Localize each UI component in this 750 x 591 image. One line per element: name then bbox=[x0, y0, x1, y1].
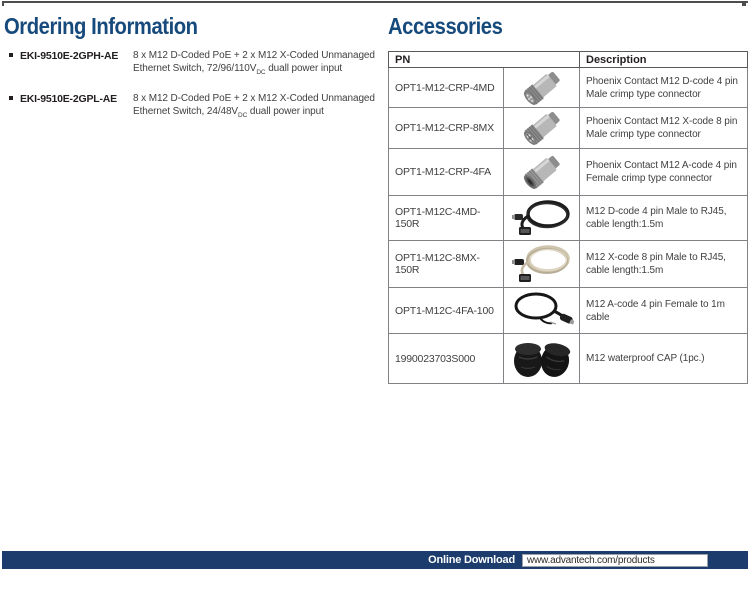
description-text: duall power input bbox=[265, 63, 343, 74]
ordering-item-description bbox=[133, 92, 381, 122]
photo-cell bbox=[504, 196, 580, 241]
m12-d-code-male-crimp-connector-photo bbox=[505, 70, 578, 106]
description-text: 8 x M12 D-Coded PoE + 2 x M12 X-Coded Unmanaged Ethernet Switch, 24/48V bbox=[133, 93, 375, 117]
online-download-footer-bar bbox=[2, 551, 748, 569]
description-cell: Phoenix Contact M12 X-code 8 pin Male crimp type connector bbox=[580, 108, 748, 149]
description-cell: M12 waterproof CAP (1pc.) bbox=[580, 334, 748, 384]
pn-cell: OPT1-M12C-8MX-150R bbox=[389, 241, 504, 288]
top-divider-rule bbox=[2, 1, 748, 3]
photo-cell bbox=[504, 68, 580, 108]
download-url-box bbox=[522, 554, 708, 567]
pn-cell: OPT1-M12-CRP-4MD bbox=[389, 68, 504, 108]
m12-x-code-male-crimp-connector-photo bbox=[505, 110, 578, 146]
ordering-item bbox=[4, 92, 382, 122]
photo-cell bbox=[504, 241, 580, 288]
accessory-row bbox=[389, 241, 748, 288]
accessories-header-row bbox=[389, 52, 748, 68]
photo-cell bbox=[504, 108, 580, 149]
bullet-square-icon bbox=[9, 96, 13, 100]
pn-cell: OPT1-M12-CRP-4FA bbox=[389, 149, 504, 196]
description-cell: M12 X-code 8 pin Male to RJ45, cable length:1.5m bbox=[580, 241, 748, 288]
description-cell: Phoenix Contact M12 A-code 4 pin Female crimp type connector bbox=[580, 149, 748, 196]
description-cell: M12 D-code 4 pin Male to RJ45, cable length:1.5m bbox=[580, 196, 748, 241]
ordering-item bbox=[4, 49, 382, 79]
bullet-square-icon bbox=[9, 53, 13, 57]
top-divider-tick-right bbox=[742, 1, 746, 6]
m12-a-code-female-crimp-connector-photo bbox=[505, 153, 578, 191]
description-text: 8 x M12 D-Coded PoE + 2 x M12 X-Coded Unmanaged Ethernet Switch, 72/96/110V bbox=[133, 50, 375, 74]
ordering-information-title: Ordering Information bbox=[4, 13, 198, 39]
accessory-row bbox=[389, 196, 748, 241]
ordering-items-list bbox=[4, 49, 382, 122]
description-column-header: Description bbox=[580, 52, 748, 68]
black-looped-cable-photo bbox=[505, 291, 578, 331]
pn-column-header: PN bbox=[389, 52, 580, 68]
photo-cell bbox=[504, 288, 580, 334]
top-divider-tick-left bbox=[2, 1, 4, 6]
accessory-row bbox=[389, 149, 748, 196]
ordering-information-section bbox=[4, 13, 382, 135]
m12-waterproof-caps-photo bbox=[505, 337, 578, 381]
pn-cell: OPT1-M12-CRP-8MX bbox=[389, 108, 504, 149]
accessory-row bbox=[389, 68, 748, 108]
accessories-title: Accessories bbox=[388, 13, 503, 39]
online-download-label: Online Download bbox=[428, 554, 515, 566]
pn-cell: OPT1-M12C-4MD-150R bbox=[389, 196, 504, 241]
accessory-row bbox=[389, 334, 748, 384]
description-text: duall power input bbox=[247, 106, 324, 117]
accessory-row bbox=[389, 288, 748, 334]
dc-subscript: DC bbox=[238, 112, 248, 119]
beige-coiled-cable-rj45-photo bbox=[505, 243, 578, 285]
pn-cell: 1990023703S000 bbox=[389, 334, 504, 384]
accessories-table bbox=[388, 51, 748, 384]
photo-cell bbox=[504, 149, 580, 196]
ordering-item-model: EKI-9510E-2GPL-AE bbox=[20, 92, 117, 105]
dc-subscript: DC bbox=[256, 69, 266, 76]
description-cell: M12 A-code 4 pin Female to 1m cable bbox=[580, 288, 748, 334]
ordering-item-description bbox=[133, 49, 381, 79]
pn-cell: OPT1-M12C-4FA-100 bbox=[389, 288, 504, 334]
download-url-link[interactable]: www.advantech.com/products bbox=[527, 554, 655, 566]
ordering-item-model: EKI-9510E-2GPH-AE bbox=[20, 49, 119, 62]
accessory-row bbox=[389, 108, 748, 149]
accessories-section bbox=[388, 13, 748, 384]
description-cell: Phoenix Contact M12 D-code 4 pin Male crimp type connector bbox=[580, 68, 748, 108]
photo-cell bbox=[504, 334, 580, 384]
black-coiled-cable-rj45-photo bbox=[505, 198, 578, 238]
